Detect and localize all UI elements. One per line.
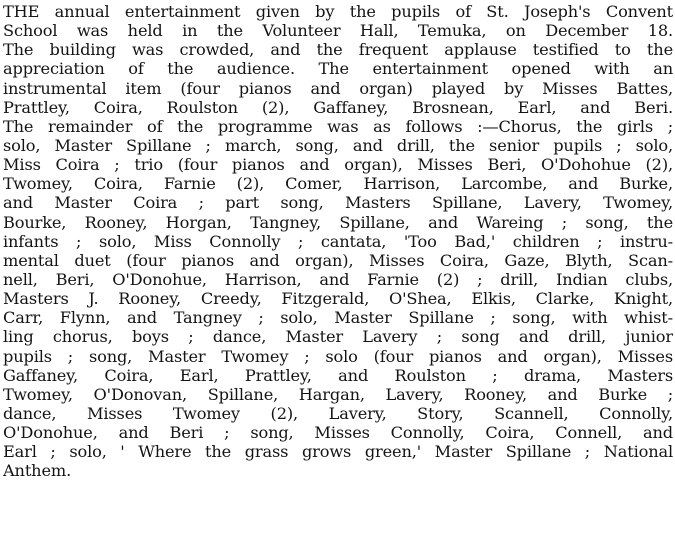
text-line: Earl ; solo, ' Where the grass grows green,' Master Spillane ; National [3, 442, 673, 462]
text-line: School was held in the Volunteer Hall, Temuka, on December 18. [3, 21, 673, 41]
text-line: pupils ; song, Master Twomey ; solo (four pianos and organ), Misses [3, 346, 673, 366]
text-line: The building was crowded, and the frequent applause testified to the [3, 40, 673, 60]
text-line: and Master Coira ; part song, Masters Spillane, Lavery, Twomey, [3, 193, 673, 213]
text-line: dance, Misses Twomey (2), Lavery, Story, Scannell, Connolly, [3, 403, 673, 423]
text-line: Twomey, Coira, Farnie (2), Comer, Harrison, Larcombe, and Burke, [3, 174, 673, 194]
text-line: ling chorus, boys ; dance, Master Lavery ; song and drill, junior [3, 327, 673, 347]
text-line: mental duet (four pianos and organ), Misses Coira, Gaze, Blyth, Scan- [3, 250, 673, 270]
text-line: Miss Coira ; trio (four pianos and organ), Misses Beri, O'Dohohue (2), [3, 155, 673, 175]
text-line: appreciation of the audience. The entertainment opened with an [3, 59, 673, 79]
text-line: Bourke, Rooney, Horgan, Tangney, Spillane, and Wareing ; song, the [3, 212, 673, 232]
text-line: O'Donohue, and Beri ; song, Misses Connolly, Coira, Connell, and [3, 423, 673, 443]
text-line: solo, Master Spillane ; march, song, and drill, the senior pupils ; solo, [3, 135, 673, 155]
text-line: Prattley, Coira, Roulston (2), Gaffaney, Brosnean, Earl, and Beri. [3, 97, 673, 117]
text-line: The remainder of the programme was as follows :—Chorus, the girls ; [3, 116, 673, 136]
text-line: instrumental item (four pianos and organ) played by Misses Battes, [3, 78, 673, 98]
text-line: THE annual entertainment given by the pupils of St. Joseph's Convent [3, 2, 673, 21]
text-line: Carr, Flynn, and Tangney ; solo, Master Spillane ; song, with whist- [3, 308, 673, 328]
text-line: infants ; solo, Miss Connolly ; cantata, 'Too Bad,' children ; instru- [3, 231, 673, 251]
article-text [3, 2, 673, 481]
text-line: Gaffaney, Coira, Earl, Prattley, and Roulston ; drama, Masters [3, 365, 673, 385]
text-line: Masters J. Rooney, Creedy, Fitzgerald, O'Shea, Elkis, Clarke, Knight, [3, 289, 673, 309]
text-line: Anthem. [3, 461, 72, 481]
text-line: nell, Beri, O'Donohue, Harrison, and Farnie (2) ; drill, Indian clubs, [3, 269, 673, 289]
text-line: Twomey, O'Donovan, Spillane, Hargan, Lavery, Rooney, and Burke ; [3, 384, 673, 404]
